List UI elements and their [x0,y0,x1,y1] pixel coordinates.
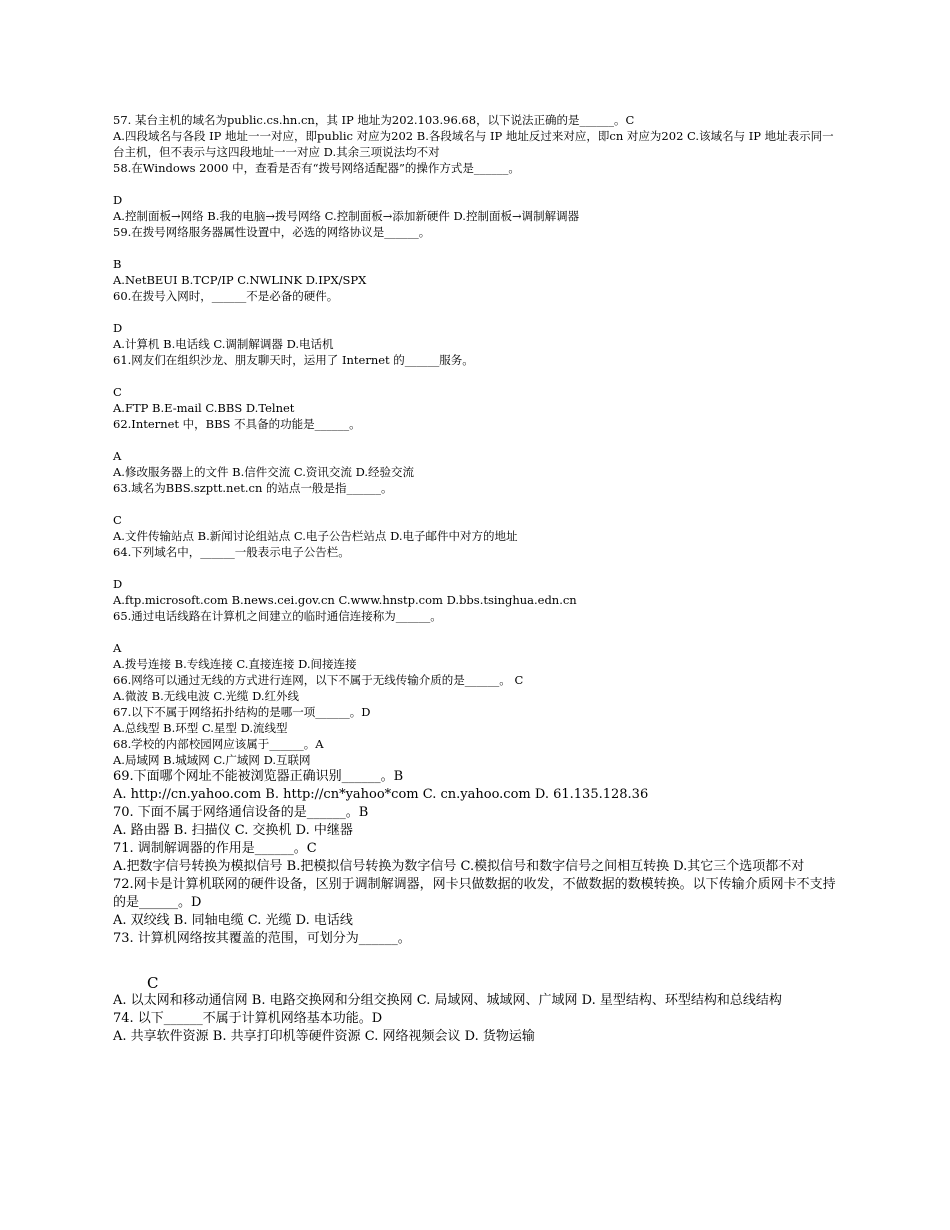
options-64: A.ftp.microsoft.com B.news.cei.gov.cn C.www.hnstp.com D.bbs.tsinghua.edn.cn [113,593,577,607]
answer-62: A [113,449,122,463]
options-62: A.修改服务器上的文件 B.信件交流 C.资讯交流 D.经验交流 [113,465,415,479]
options-58: A.控制面板→网络 B.我的电脑→拨号网络 C.控制面板→添加新硬件 D.控制面板→调制解调器 [113,209,580,223]
answer-59: B [113,257,122,271]
answer-61: C [113,385,122,399]
options-74: A. 共享软件资源 B. 共享打印机等硬件资源 C. 网络视频会议 D. 货物运输 [113,1029,535,1044]
question-69: 69.下面哪个网址不能被浏览器正确识别______。B [113,769,404,784]
question-62: 62.Internet 中，BBS 不具备的功能是______。 [113,417,361,431]
question-73: 73. 计算机网络按其覆盖的范围，可划分为______。 [113,931,411,946]
question-58: 58.在Windows 2000 中，查看是否有“拨号网络适配器”的操作方式是______。 [113,161,520,175]
options-59: A.NetBEUI B.TCP/IP C.NWLINK D.IPX/SPX [113,273,367,287]
question-66: 66.网络可以通过无线的方式进行连网，以下不属于无线传输介质的是______。 C [113,673,524,687]
options-67: A.总线型 B.环型 C.星型 D.流线型 [113,721,288,735]
answer-65: A [113,641,122,655]
options-66: A.微波 B.无线电波 C.光缆 D.红外线 [113,689,300,703]
question-65: 65.通过电话线路在计算机之间建立的临时通信连接称为______。 [113,609,442,623]
options-57: A.四段域名与各段 IP 地址一一对应，即public 对应为202 B.各段域名与 IP 地址反过来对应，即cn 对应为202 C.该域名与 IP 地址表示同一台主机，但不表示与这四段地址一一对应 D.其余三项说法均不对 [113,129,834,159]
options-65: A.拨号连接 B.专线连接 C.直接连接 D.间接连接 [113,657,357,671]
options-61: A.FTP B.E-mail C.BBS D.Telnet [113,401,295,415]
question-61: 61.网友们在组织沙龙、朋友聊天时，运用了 Internet 的______服务。 [113,353,474,367]
document-page [113,112,843,1046]
question-63: 63.域名为BBS.szptt.net.cn 的站点一般是指______。 [113,481,393,495]
options-68: A.局域网 B.城域网 C.广域网 D.互联网 [113,753,311,767]
question-60: 60.在拨号入网时，______不是必备的硬件。 [113,289,339,303]
options-72: A. 双绞线 B. 同轴电缆 C. 光缆 D. 电话线 [113,913,353,928]
options-60: A.计算机 B.电话线 C.调制解调器 D.电话机 [113,337,334,351]
question-70: 70. 下面不属于网络通信设备的是______。B [113,805,369,820]
options-63: A.文件传输站点 B.新闻讨论组站点 C.电子公告栏站点 D.电子邮件中对方的地址 [113,529,518,543]
question-64: 64.下列域名中，______一般表示电子公告栏。 [113,545,350,559]
question-57: 57. 某台主机的域名为public.cs.hn.cn，其 IP 地址为202.103.96.68，以下说法正确的是______。C [113,113,635,127]
options-70: A. 路由器 B. 扫描仪 C. 交换机 D. 中继器 [113,823,353,838]
answer-63: C [113,513,122,527]
answer-73: C [147,974,159,992]
question-67: 67.以下不属于网络拓扑结构的是哪一项______。D [113,705,371,719]
question-71: 71. 调制解调器的作用是______。C [113,841,317,856]
answer-58: D [113,193,123,207]
question-59: 59.在拨号网络服务器属性设置中，必选的网络协议是______。 [113,225,431,239]
options-69: A. http://cn.yahoo.com B. http://cn*yahoo*com C. cn.yahoo.com D. 61.135.128.36 [113,787,649,802]
answer-64: D [113,577,123,591]
options-73: A. 以太网和移动通信网 B. 电路交换网和分组交换网 C. 局域网、城域网、广域网 D. 星型结构、环型结构和总线结构 [113,993,782,1008]
question-72: 72.网卡是计算机联网的硬件设备，区别于调制解调器，网卡只做数据的收发，不做数据的数模转换。以下传输介质网卡不支持的是______。D [113,877,836,910]
question-74: 74. 以下______不属于计算机网络基本功能。D [113,1011,383,1026]
answer-60: D [113,321,123,335]
options-71: A.把数字信号转换为模拟信号 B.把模拟信号转换为数字信号 C.模拟信号和数字信号之间相互转换 D.其它三个选项都不对 [113,859,805,874]
question-68: 68.学校的内部校园网应该属于______。A [113,737,324,751]
